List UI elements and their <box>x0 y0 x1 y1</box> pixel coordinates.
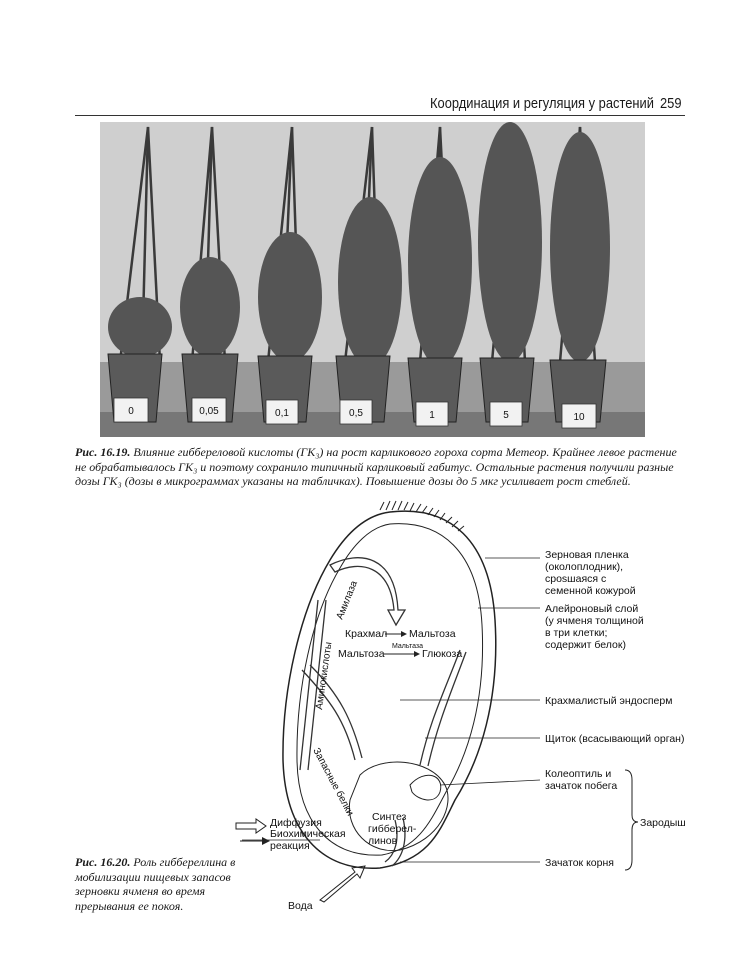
caption-text: Влияние гиббереловой кислоты (ГК₃) на рост карликового гороха сорта Метеор. Крайнее левое растение не обрабатывалось ГК₃ и поэтому сохранило типичный карликовый габитус. Остальные растения получили разные дозы ГК₃ (дозы в микрограммах указаны на табличках). Повышение дозы до 5 мкг усиливает рост стеблей. <box>75 445 677 488</box>
legend-biochem: Биохимическая <box>270 828 346 840</box>
page-number: 259 <box>660 95 682 112</box>
label-endosperm: Крахмалистый эндосперм <box>545 695 673 707</box>
legend-biochem: реакция <box>270 840 310 852</box>
label-synthesis: линов <box>368 835 398 847</box>
figure-label: Рис. 16.20. <box>75 855 131 869</box>
label-aleurone: (у ячменя толщиной <box>545 615 644 627</box>
dose-tag: 0,1 <box>275 408 289 419</box>
label-water: Вода <box>288 900 313 912</box>
label-scutellum: Щиток (всасывающий орган) <box>545 733 685 745</box>
label-pericarp: (околоплодник), <box>545 561 624 573</box>
label-embryo: Зародыш <box>640 817 686 829</box>
label-coleoptile: зачаток побега <box>545 780 618 792</box>
running-header-title: Координация и регуляция у растений <box>430 95 654 112</box>
label-aleurone: в три клетки; <box>545 627 608 639</box>
caption-text: Роль гиббереллина в мобилизации пищевых запасов зерновки ячменя во время прерывания ее покоя. <box>75 855 236 913</box>
label-maltose: Мальтоза <box>338 648 385 660</box>
header-rule <box>75 115 685 116</box>
figure-16-19-caption <box>75 445 685 489</box>
dose-tag: 0,5 <box>349 408 363 419</box>
figure-label: Рис. 16.19. <box>75 445 131 459</box>
label-coleoptile: Колеоптиль и <box>545 768 612 780</box>
label-pericarp: срosшаяся с <box>545 573 607 585</box>
dose-tag: 5 <box>503 410 509 421</box>
label-radicle: Зачаток корня <box>545 857 614 869</box>
label-reserve-proteins: Запасные белки <box>310 746 356 818</box>
label-pericarp: Зерновая пленка <box>545 549 629 561</box>
label-synthesis: гибберел- <box>368 823 417 835</box>
label-maltose: Мальтоза <box>409 628 456 640</box>
label-aleurone: содержит белок) <box>545 639 626 651</box>
dose-tag: 1 <box>429 410 435 421</box>
dose-tag: 0,05 <box>199 406 219 417</box>
label-amylase: Амилаза <box>334 579 360 622</box>
figure-16-20-caption <box>75 855 255 913</box>
pea-plants-illustration <box>100 122 645 437</box>
dose-tag: 0 <box>128 406 134 417</box>
label-maltase: Мальтаза <box>392 643 424 650</box>
label-starch: Крахмал <box>345 628 388 640</box>
dose-tag: 10 <box>573 412 585 423</box>
label-glucose: Глюкоза <box>422 648 463 660</box>
label-amino-acids: Аминокислоты <box>314 641 335 711</box>
pea-plants-photo <box>100 122 645 437</box>
label-aleurone: Алейроновый слой <box>545 603 639 615</box>
label-pericarp: семенной кожурой <box>545 585 636 597</box>
label-synthesis: Синтез <box>372 811 407 823</box>
legend-diffusion: Диффузия <box>270 817 322 829</box>
